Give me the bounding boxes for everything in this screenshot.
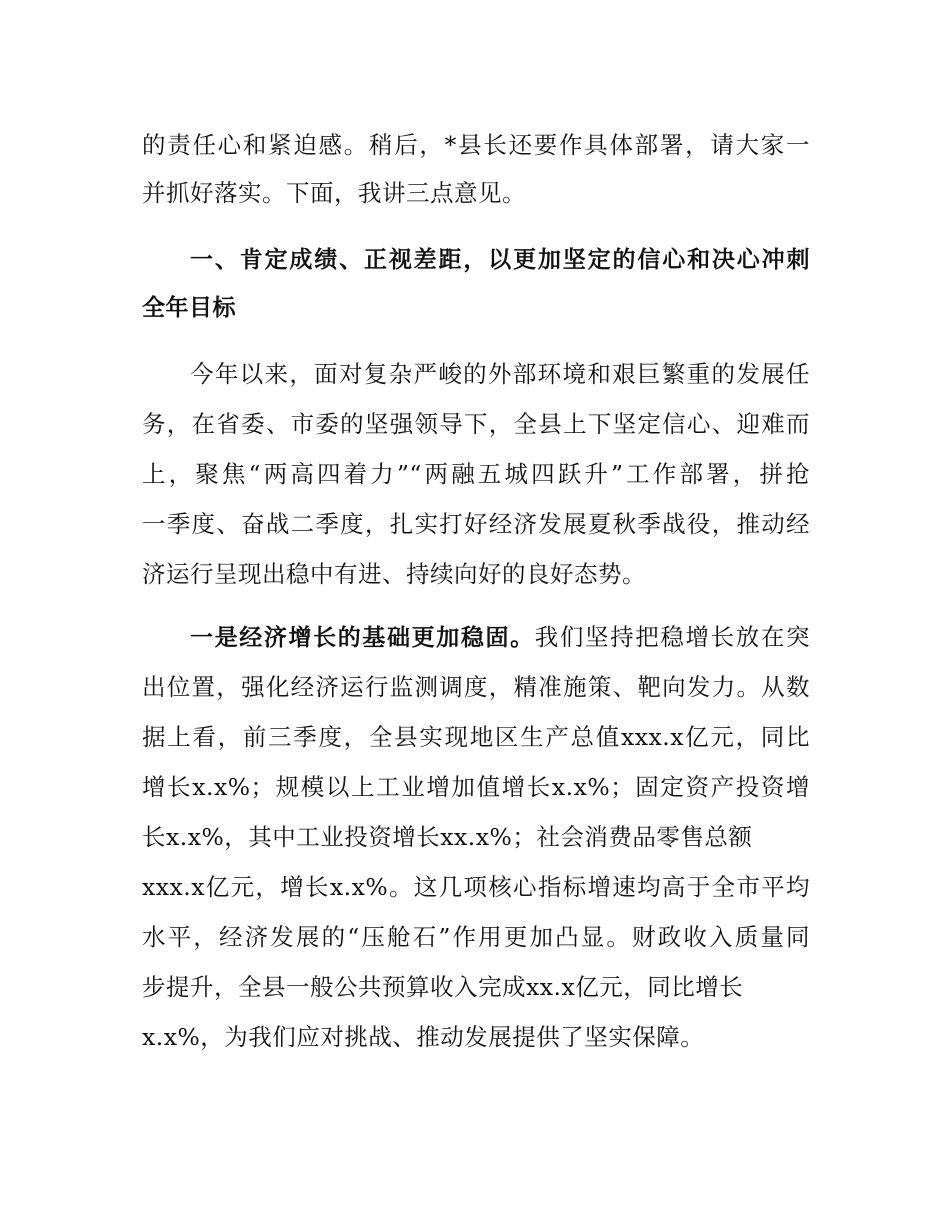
intro-line-1: 的责任心和紧迫感。稍后，*县长还要作具体部署，请大家一 [142,131,810,159]
intro-line-2: 并抓好落实。下面，我讲三点意见。 [142,179,526,207]
para2-first-line-rest: 我们坚持把稳增长放在突 [534,623,810,651]
para2-line-5: 长x.x%，其中工业投资增长xx.x%；社会消费品零售总额 [142,823,753,851]
para1-line-5: 济运行呈现出稳中有进、持续向好的良好态势。 [142,560,646,588]
section-heading-line-2: 全年目标 [142,295,236,321]
para2-line-9: x.x%，为我们应对挑战、推动发展提供了坚实保障。 [142,1023,705,1051]
para2-lead-sentence: 一是经济增长的基础更加稳固。 [190,625,535,651]
para2-line-6: xxx.x亿元，增长x.x%。这几项核心指标增速均高于全市平均 [142,873,810,901]
para2-line-3: 据上看，前三季度，全县实现地区生产总值xxx.x亿元，同比 [142,723,810,751]
para1-line-2: 务，在省委、市委的坚强领导下，全县上下坚定信心、迎难而 [142,410,810,438]
para2-line-8: 步提升，全县一般公共预算收入完成xx.x亿元，同比增长 [142,973,744,1001]
para2-line-7: 水平，经济发展的“压舱石”作用更加凸显。财政收入质量同 [142,923,810,951]
para1-line-1: 今年以来，面对复杂严峻的外部环境和艰巨繁重的发展任 [190,360,810,388]
section-heading-line-1: 一、肯定成绩、正视差距，以更加坚定的信心和决心冲刺 [190,247,810,273]
para2-line-1 [190,617,810,657]
para2-line-4: 增长x.x%；规模以上工业增加值增长x.x%；固定资产投资增 [142,773,810,801]
para2-line-2: 出位置，强化经济运行监测调度，精准施策、靶向发力。从数 [142,673,810,701]
para1-line-4: 一季度、奋战二季度，扎实打好经济发展夏秋季战役，推动经 [142,510,810,538]
para1-line-3: 上，聚焦“两高四着力”“两融五城四跃升”工作部署，拼抢 [142,460,810,488]
